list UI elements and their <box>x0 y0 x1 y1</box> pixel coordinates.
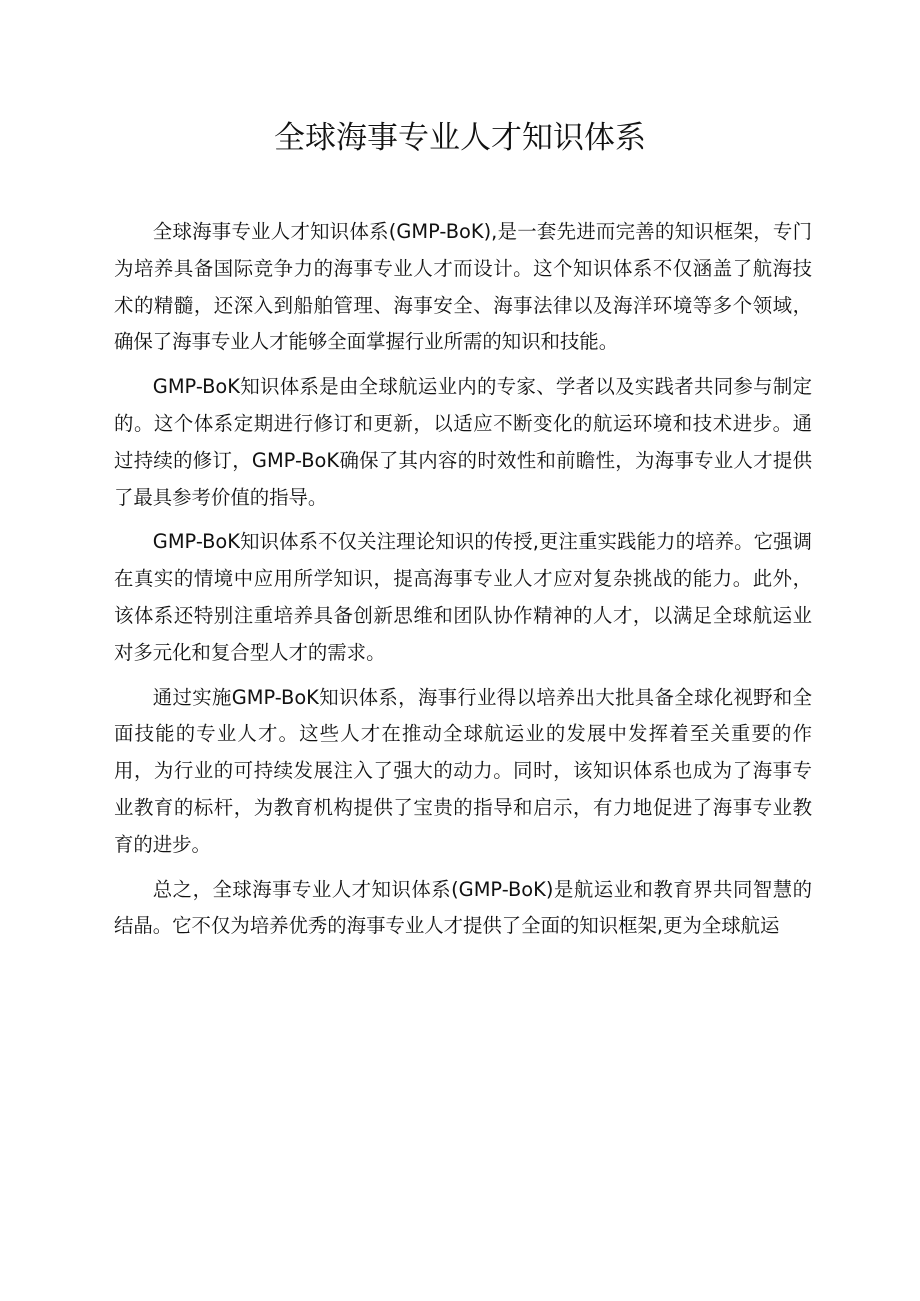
paragraph: 全球海事专业人才知识体系(GMP-BoK),是一套先进而完善的知识框架，专门为培养具备国际竞争力的海事专业人才而设计。这个知识体系不仅涵盖了航海技术的精髓，还深入到船舶管理、海事安全、海事法律以及海洋环境等多个领域，确保了海事专业人才能够全面掌握行业所需的知识和技能。 <box>114 220 812 354</box>
paragraph: 总之，全球海事专业人才知识体系(GMP-BoK)是航运业和教育界共同智慧的结晶。它不仅为培养优秀的海事专业人才提供了全面的知识框架,更为全球航运 <box>114 877 812 938</box>
paragraph: GMP-BoK知识体系是由全球航运业内的专家、学者以及实践者共同参与制定的。这个体系定期进行修订和更新，以适应不断变化的航运环境和技术进步。通过持续的修订，GMP-BoK确保了其内容的时效性和前瞻性，为海事专业人才提供了最具参考价值的指导。 <box>114 375 812 509</box>
paragraph: 通过实施GMP-BoK知识体系，海事行业得以培养出大批具备全球化视野和全面技能的专业人才。这些人才在推动全球航运业的发展中发挥着至关重要的作用，为行业的可持续发展注入了强大的动力。同时，该知识体系也成为了海事专业教育的标杆，为教育机构提供了宝贵的指导和启示，有力地促进了海事专业教育的进步。 <box>114 685 812 856</box>
paragraph: GMP-BoK知识体系不仅关注理论知识的传授,更注重实践能力的培养。它强调在真实的情境中应用所学知识，提高海事专业人才应对复杂挑战的能力。此外，该体系还特别注重培养具备创新思维和团队协作精神的人才，以满足全球航运业对多元化和复合型人才的需求。 <box>114 530 812 664</box>
document-title: 全球海事专业人才知识体系 <box>274 120 646 156</box>
document-body <box>114 214 812 953</box>
